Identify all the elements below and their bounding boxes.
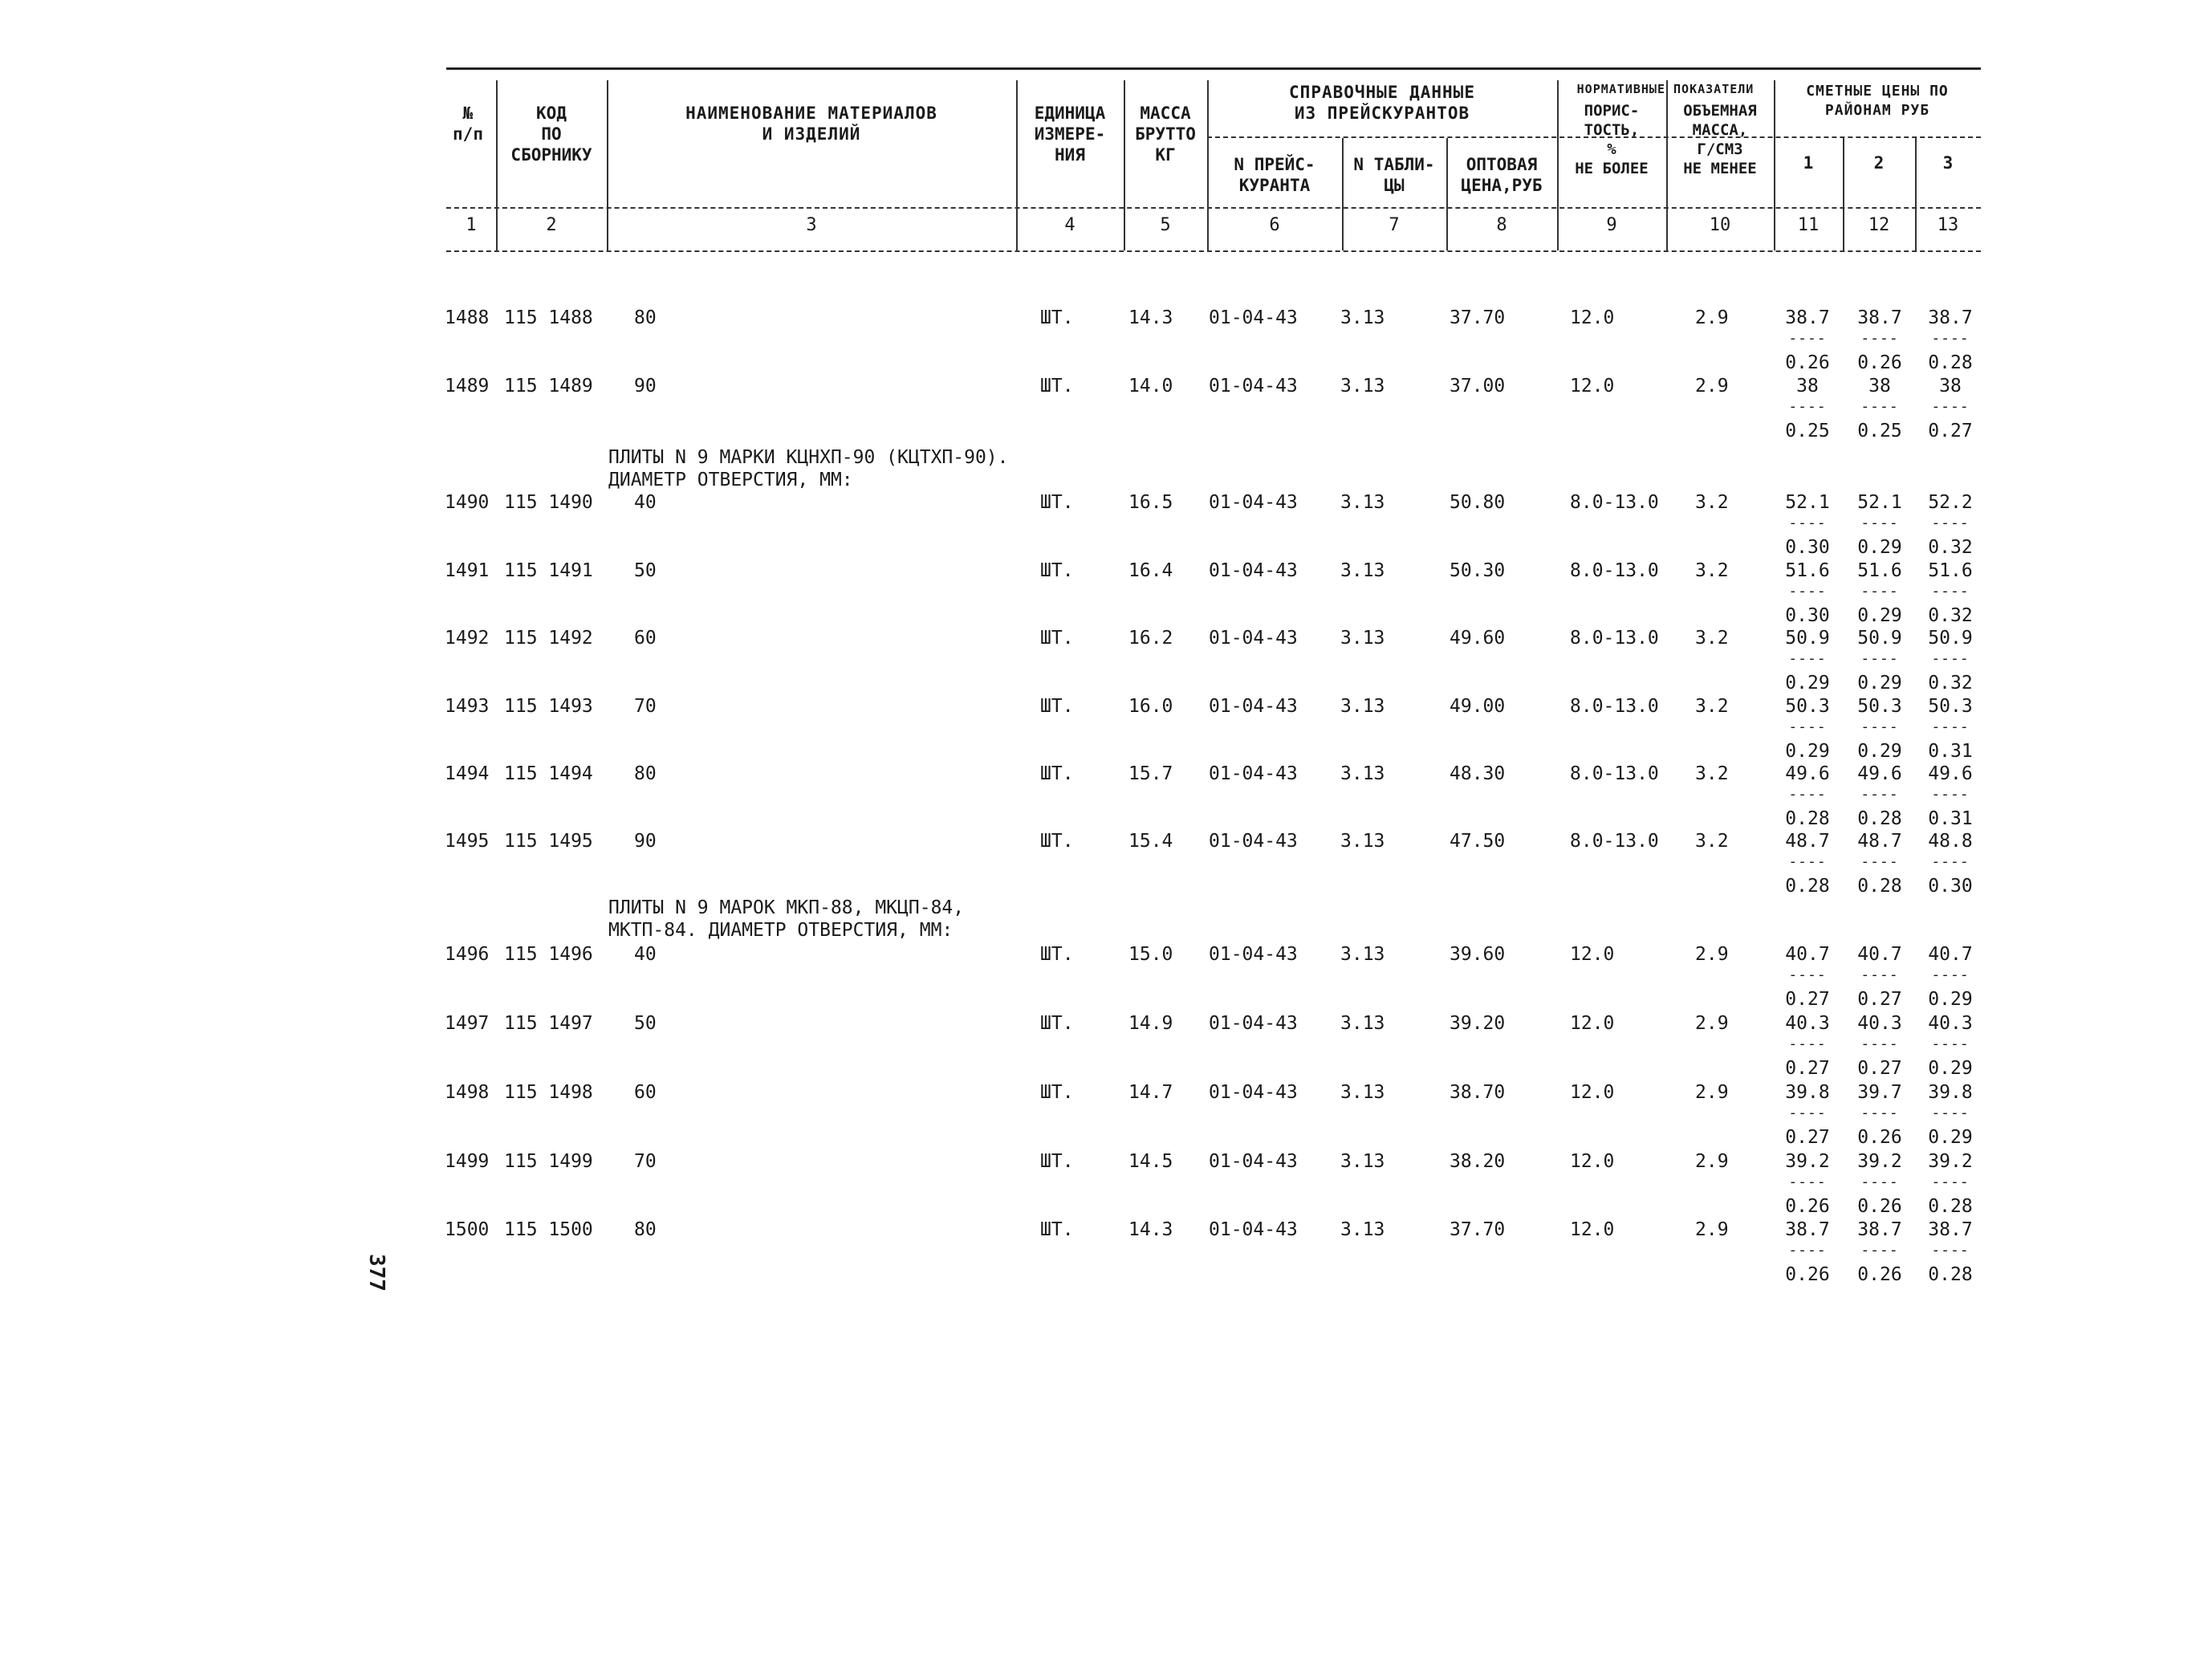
fraction-line: ----: [1931, 1035, 1970, 1052]
cell-estimate-region-1: 40.7: [1785, 944, 1830, 965]
cell-estimate-region-3: 38.7: [1928, 307, 1973, 328]
cell-pricelist: 01-04-43: [1209, 831, 1298, 852]
fraction-line: ----: [1860, 966, 1899, 983]
header-col-unit: ЕДИНИЦА ИЗМЕРЕ- НИЯ: [1034, 104, 1106, 165]
cell-unit: ШТ.: [1040, 1082, 1074, 1103]
cell-pricelist: 01-04-43: [1209, 492, 1298, 513]
fraction-line: ----: [1931, 583, 1970, 600]
cell-estimate-region-3-transport: 0.28: [1928, 1196, 1973, 1217]
fraction-line: ----: [1931, 1242, 1970, 1259]
cell-estimate-region-3: 40.7: [1928, 944, 1973, 965]
cell-estimate-region-1-transport: 0.27: [1785, 1058, 1830, 1079]
cell-porosity: 12.0: [1570, 1013, 1615, 1034]
cell-estimate-region-3-transport: 0.27: [1928, 421, 1973, 441]
cell-estimate-region-2-transport: 0.26: [1857, 1196, 1902, 1217]
cell-unit: ШТ.: [1040, 831, 1074, 852]
cell-estimate-region-2: 38.7: [1857, 307, 1902, 328]
cell-porosity: 8.0-13.0: [1570, 763, 1659, 784]
cell-mass: 14.5: [1128, 1151, 1173, 1172]
cell-pricelist: 01-04-43: [1209, 628, 1298, 649]
cell-estimate-region-1: 38.7: [1785, 307, 1830, 328]
header-col-table: N ТАБЛИ- ЦЫ: [1353, 155, 1435, 195]
cell-mass: 14.3: [1128, 1219, 1173, 1240]
cell-estimate-region-2-transport: 0.29: [1857, 605, 1902, 626]
cell-estimate-region-3-transport: 0.29: [1928, 1058, 1973, 1079]
cell-estimate-region-2: 49.6: [1857, 763, 1902, 784]
column-number: 8: [1496, 215, 1507, 235]
cell-name: 90: [634, 831, 657, 852]
cell-name: 40: [634, 944, 657, 965]
cell-estimate-region-2-transport: 0.29: [1857, 741, 1902, 762]
header-col-wholesale-price: ОПТОВАЯ ЦЕНА,РУБ: [1461, 155, 1543, 195]
cell-porosity: 8.0-13.0: [1570, 831, 1659, 852]
cell-estimate-region-1: 39.2: [1785, 1151, 1830, 1172]
cell-density: 2.9: [1695, 944, 1729, 965]
section-heading: ПЛИТЫ N 9 МАРОК МКП-88, МКЦП-84, МКТП-84. ДИАМЕТР ОТВЕРСТИЯ, ММ:: [608, 897, 965, 941]
cell-estimate-region-1-transport: 0.26: [1785, 1264, 1830, 1285]
cell-number: 1498: [445, 1082, 490, 1103]
cell-mass: 15.7: [1128, 763, 1173, 784]
cell-unit: ШТ.: [1040, 376, 1074, 397]
cell-mass: 14.3: [1128, 307, 1173, 328]
cell-name: 50: [634, 560, 657, 581]
cell-estimate-region-1-transport: 0.27: [1785, 1127, 1830, 1148]
cell-price: 48.30: [1450, 763, 1506, 784]
cell-price: 37.00: [1450, 376, 1506, 397]
cell-estimate-region-3-transport: 0.31: [1928, 741, 1973, 762]
cell-estimate-region-1: 38.7: [1785, 1219, 1830, 1240]
column-number: 4: [1064, 215, 1076, 235]
cell-estimate-region-2: 50.3: [1857, 696, 1902, 717]
cell-estimate-region-2-transport: 0.27: [1857, 989, 1902, 1010]
cell-pricelist: 01-04-43: [1209, 376, 1298, 397]
cell-unit: ШТ.: [1040, 1151, 1074, 1172]
cell-unit: ШТ.: [1040, 763, 1074, 784]
cell-porosity: 12.0: [1570, 944, 1615, 965]
fraction-line: ----: [1860, 718, 1899, 735]
header-group-price: СПРАВОЧНЫЕ ДАННЫЕ ИЗ ПРЕЙСКУРАНТОВ: [1289, 83, 1475, 123]
cell-estimate-region-1-transport: 0.28: [1785, 808, 1830, 829]
cell-name: 60: [634, 628, 657, 649]
column-number: 1: [466, 215, 477, 235]
fraction-line: ----: [1860, 1105, 1899, 1121]
cell-code: 115 1496: [504, 944, 593, 965]
cell-porosity: 12.0: [1570, 1219, 1615, 1240]
cell-table: 3.13: [1340, 628, 1385, 649]
cell-unit: ШТ.: [1040, 944, 1074, 965]
cell-density: 2.9: [1695, 376, 1729, 397]
cell-code: 115 1497: [504, 1013, 593, 1034]
cell-price: 49.00: [1450, 696, 1506, 717]
cell-mass: 14.7: [1128, 1082, 1173, 1103]
cell-estimate-region-2: 38: [1868, 376, 1891, 397]
cell-estimate-region-3: 39.2: [1928, 1151, 1973, 1172]
cell-mass: 15.0: [1128, 944, 1173, 965]
cell-density: 2.9: [1695, 1219, 1729, 1240]
cell-price: 38.70: [1450, 1082, 1506, 1103]
fraction-line: ----: [1931, 1105, 1970, 1121]
fraction-line: ----: [1788, 1242, 1827, 1259]
fraction-line: ----: [1788, 853, 1827, 870]
column-number: 5: [1160, 215, 1171, 235]
cell-porosity: 8.0-13.0: [1570, 628, 1659, 649]
cell-estimate-region-3-transport: 0.28: [1928, 1264, 1973, 1285]
cell-estimate-region-1-transport: 0.29: [1785, 741, 1830, 762]
cell-estimate-region-1-transport: 0.30: [1785, 605, 1830, 626]
fraction-line: ----: [1788, 1035, 1827, 1052]
fraction-line: ----: [1931, 966, 1970, 983]
fraction-line: ----: [1860, 515, 1899, 531]
cell-unit: ШТ.: [1040, 1219, 1074, 1240]
fraction-line: ----: [1788, 786, 1827, 803]
cell-porosity: 8.0-13.0: [1570, 492, 1659, 513]
cell-unit: ШТ.: [1040, 628, 1074, 649]
header-col-density: ОБЪЕМНАЯ МАССА, Г/СМ3 НЕ МЕНЕЕ: [1683, 102, 1757, 177]
fraction-line: ----: [1931, 330, 1970, 347]
cell-code: 115 1491: [504, 560, 593, 581]
cell-estimate-region-2-transport: 0.26: [1857, 1127, 1902, 1148]
cell-pricelist: 01-04-43: [1209, 944, 1298, 965]
cell-price: 49.60: [1450, 628, 1506, 649]
cell-estimate-region-1-transport: 0.26: [1785, 1196, 1830, 1217]
cell-density: 3.2: [1695, 560, 1729, 581]
cell-density: 2.9: [1695, 1013, 1729, 1034]
cell-density: 3.2: [1695, 492, 1729, 513]
cell-estimate-region-1: 39.8: [1785, 1082, 1830, 1103]
cell-pricelist: 01-04-43: [1209, 560, 1298, 581]
cell-density: 3.2: [1695, 628, 1729, 649]
header-top-rule: [446, 67, 1981, 70]
column-number: 13: [1937, 215, 1959, 235]
cell-porosity: 12.0: [1570, 307, 1615, 328]
cell-estimate-region-3-transport: 0.28: [1928, 352, 1973, 373]
cell-estimate-region-1: 51.6: [1785, 560, 1830, 581]
fraction-line: ----: [1788, 398, 1827, 415]
cell-code: 115 1490: [504, 492, 593, 513]
cell-estimate-region-3: 49.6: [1928, 763, 1973, 784]
header-divider: [446, 207, 1981, 209]
cell-table: 3.13: [1340, 307, 1385, 328]
header-col-number: № п/п: [453, 104, 483, 144]
cell-name: 60: [634, 1082, 657, 1103]
fraction-line: ----: [1788, 650, 1827, 667]
cell-density: 2.9: [1695, 307, 1729, 328]
cell-pricelist: 01-04-43: [1209, 307, 1298, 328]
cell-estimate-region-3-transport: 0.31: [1928, 808, 1973, 829]
cell-pricelist: 01-04-43: [1209, 696, 1298, 717]
cell-density: 3.2: [1695, 831, 1729, 852]
cell-mass: 16.4: [1128, 560, 1173, 581]
cell-name: 40: [634, 492, 657, 513]
cell-estimate-region-2: 39.7: [1857, 1082, 1902, 1103]
cell-number: 1489: [445, 376, 490, 397]
cell-estimate-region-2-transport: 0.26: [1857, 352, 1902, 373]
cell-estimate-region-3: 51.6: [1928, 560, 1973, 581]
cell-table: 3.13: [1340, 763, 1385, 784]
fraction-line: ----: [1931, 398, 1970, 415]
fraction-line: ----: [1860, 1035, 1899, 1052]
cell-estimate-region-3-transport: 0.29: [1928, 1127, 1973, 1148]
cell-name: 80: [634, 763, 657, 784]
cell-pricelist: 01-04-43: [1209, 763, 1298, 784]
fraction-line: ----: [1788, 718, 1827, 735]
cell-name: 80: [634, 307, 657, 328]
cell-unit: ШТ.: [1040, 307, 1074, 328]
header-col-pricelist: N ПРЕЙС- КУРАНТА: [1234, 155, 1315, 195]
column-number: 12: [1868, 215, 1890, 235]
cell-estimate-region-2: 40.7: [1857, 944, 1902, 965]
cell-estimate-region-2: 39.2: [1857, 1151, 1902, 1172]
cell-code: 115 1498: [504, 1082, 593, 1103]
cell-estimate-region-2: 48.7: [1857, 831, 1902, 852]
header-col-region-2: 2: [1873, 153, 1885, 173]
cell-estimate-region-2-transport: 0.25: [1857, 421, 1902, 441]
cell-number: 1494: [445, 763, 490, 784]
cell-number: 1493: [445, 696, 490, 717]
cell-number: 1495: [445, 831, 490, 852]
cell-estimate-region-2-transport: 0.29: [1857, 537, 1902, 558]
cell-porosity: 12.0: [1570, 1151, 1615, 1172]
cell-table: 3.13: [1340, 696, 1385, 717]
cell-estimate-region-3-transport: 0.32: [1928, 673, 1973, 694]
cell-estimate-region-3: 40.3: [1928, 1013, 1973, 1034]
fraction-line: ----: [1931, 515, 1970, 531]
cell-code: 115 1499: [504, 1151, 593, 1172]
cell-estimate-region-3: 50.3: [1928, 696, 1973, 717]
fraction-line: ----: [1931, 853, 1970, 870]
fraction-line: ----: [1931, 786, 1970, 803]
cell-porosity: 12.0: [1570, 376, 1615, 397]
cell-porosity: 8.0-13.0: [1570, 560, 1659, 581]
cell-estimate-region-1: 40.3: [1785, 1013, 1830, 1034]
cell-code: 115 1488: [504, 307, 593, 328]
column-number: 11: [1797, 215, 1820, 235]
fraction-line: ----: [1788, 966, 1827, 983]
cell-mass: 16.0: [1128, 696, 1173, 717]
cell-estimate-region-2: 51.6: [1857, 560, 1902, 581]
cell-estimate-region-3: 52.2: [1928, 492, 1973, 513]
fraction-line: ----: [1860, 786, 1899, 803]
page-number: 377: [364, 1254, 388, 1292]
cell-mass: 16.5: [1128, 492, 1173, 513]
cell-number: 1491: [445, 560, 490, 581]
cell-price: 37.70: [1450, 307, 1506, 328]
cell-estimate-region-2-transport: 0.26: [1857, 1264, 1902, 1285]
cell-mass: 14.0: [1128, 376, 1173, 397]
column-number: 7: [1389, 215, 1400, 235]
cell-estimate-region-1-transport: 0.29: [1785, 673, 1830, 694]
cell-estimate-region-1: 38: [1796, 376, 1819, 397]
cell-price: 39.60: [1450, 944, 1506, 965]
cell-estimate-region-3-transport: 0.30: [1928, 876, 1973, 897]
fraction-line: ----: [1931, 718, 1970, 735]
cell-code: 115 1489: [504, 376, 593, 397]
section-heading: ПЛИТЫ N 9 МАРКИ КЦНХП-90 (КЦТХП-90). ДИАМЕТР ОТВЕРСТИЯ, ММ:: [608, 447, 1009, 490]
cell-estimate-region-2-transport: 0.28: [1857, 808, 1902, 829]
column-number: 10: [1709, 215, 1731, 235]
cell-number: 1490: [445, 492, 490, 513]
header-group-norm: НОРМАТИВНЫЕ ПОКАЗАТЕЛИ: [1576, 82, 1755, 96]
cell-estimate-region-1-transport: 0.26: [1785, 352, 1830, 373]
cell-table: 3.13: [1340, 944, 1385, 965]
column-number: 9: [1606, 215, 1617, 235]
cell-porosity: 8.0-13.0: [1570, 696, 1659, 717]
cell-price: 38.20: [1450, 1151, 1506, 1172]
cell-table: 3.13: [1340, 1082, 1385, 1103]
cell-estimate-region-2: 38.7: [1857, 1219, 1902, 1240]
fraction-line: ----: [1931, 1174, 1970, 1190]
cell-code: 115 1500: [504, 1219, 593, 1240]
cell-number: 1497: [445, 1013, 490, 1034]
cell-price: 39.20: [1450, 1013, 1506, 1034]
fraction-line: ----: [1860, 1242, 1899, 1259]
cell-pricelist: 01-04-43: [1209, 1219, 1298, 1240]
cell-estimate-region-1: 50.9: [1785, 628, 1830, 649]
cell-pricelist: 01-04-43: [1209, 1151, 1298, 1172]
cell-estimate-region-2: 52.1: [1857, 492, 1902, 513]
cell-density: 2.9: [1695, 1082, 1729, 1103]
cell-estimate-region-2-transport: 0.27: [1857, 1058, 1902, 1079]
fraction-line: ----: [1860, 1174, 1899, 1190]
cell-code: 115 1493: [504, 696, 593, 717]
cell-estimate-region-1: 50.3: [1785, 696, 1830, 717]
cell-unit: ШТ.: [1040, 560, 1074, 581]
header-col-name: НАИМЕНОВАНИЕ МАТЕРИАЛОВ И ИЗДЕЛИЙ: [685, 104, 937, 144]
cell-number: 1496: [445, 944, 490, 965]
fraction-line: ----: [1788, 330, 1827, 347]
cell-number: 1488: [445, 307, 490, 328]
fraction-line: ----: [1788, 1174, 1827, 1190]
cell-estimate-region-3: 38.7: [1928, 1219, 1973, 1240]
fraction-line: ----: [1860, 330, 1899, 347]
cell-estimate-region-2: 40.3: [1857, 1013, 1902, 1034]
cell-mass: 16.2: [1128, 628, 1173, 649]
cell-estimate-region-1: 49.6: [1785, 763, 1830, 784]
cell-estimate-region-1-transport: 0.28: [1785, 876, 1830, 897]
cell-estimate-region-3-transport: 0.29: [1928, 989, 1973, 1010]
cell-estimate-region-2-transport: 0.29: [1857, 673, 1902, 694]
cell-table: 3.13: [1340, 1151, 1385, 1172]
cell-pricelist: 01-04-43: [1209, 1082, 1298, 1103]
header-col-code: КОД ПО СБОРНИКУ: [510, 104, 592, 165]
fraction-line: ----: [1788, 1105, 1827, 1121]
cell-table: 3.13: [1340, 1013, 1385, 1034]
header-col-porosity: ПОРИС- ТОСТЬ, % НЕ БОЛЕЕ: [1575, 102, 1649, 177]
cell-name: 50: [634, 1013, 657, 1034]
cell-number: 1500: [445, 1219, 490, 1240]
header-group-estimate: СМЕТНЫЕ ЦЕНЫ ПО РАЙОНАМ РУБ: [1806, 83, 1949, 119]
cell-price: 50.30: [1450, 560, 1506, 581]
column-number: 3: [806, 215, 817, 235]
cell-estimate-region-1: 48.7: [1785, 831, 1830, 852]
cell-price: 47.50: [1450, 831, 1506, 852]
cell-table: 3.13: [1340, 1219, 1385, 1240]
fraction-line: ----: [1788, 583, 1827, 600]
fraction-line: ----: [1788, 515, 1827, 531]
cell-mass: 14.9: [1128, 1013, 1173, 1034]
cell-table: 3.13: [1340, 831, 1385, 852]
cell-name: 70: [634, 1151, 657, 1172]
cell-estimate-region-1-transport: 0.25: [1785, 421, 1830, 441]
cell-estimate-region-3: 50.9: [1928, 628, 1973, 649]
cell-code: 115 1495: [504, 831, 593, 852]
cell-name: 70: [634, 696, 657, 717]
cell-table: 3.13: [1340, 560, 1385, 581]
cell-name: 90: [634, 376, 657, 397]
fraction-line: ----: [1860, 583, 1899, 600]
cell-price: 50.80: [1450, 492, 1506, 513]
cell-density: 3.2: [1695, 696, 1729, 717]
cell-estimate-region-2: 50.9: [1857, 628, 1902, 649]
cell-table: 3.13: [1340, 376, 1385, 397]
cell-estimate-region-1-transport: 0.27: [1785, 989, 1830, 1010]
cell-estimate-region-2-transport: 0.28: [1857, 876, 1902, 897]
cell-density: 2.9: [1695, 1151, 1729, 1172]
header-col-region-3: 3: [1942, 153, 1954, 173]
fraction-line: ----: [1860, 650, 1899, 667]
cell-porosity: 12.0: [1570, 1082, 1615, 1103]
cell-code: 115 1494: [504, 763, 593, 784]
header-bottom-rule: [446, 250, 1981, 252]
cell-number: 1492: [445, 628, 490, 649]
cell-estimate-region-3: 48.8: [1928, 831, 1973, 852]
cell-unit: ШТ.: [1040, 696, 1074, 717]
cell-mass: 15.4: [1128, 831, 1173, 852]
cell-name: 80: [634, 1219, 657, 1240]
cell-number: 1499: [445, 1151, 490, 1172]
cell-pricelist: 01-04-43: [1209, 1013, 1298, 1034]
cell-estimate-region-1: 52.1: [1785, 492, 1830, 513]
cell-price: 37.70: [1450, 1219, 1506, 1240]
cell-estimate-region-3: 38: [1939, 376, 1962, 397]
column-number: 6: [1269, 215, 1280, 235]
cell-estimate-region-3-transport: 0.32: [1928, 537, 1973, 558]
header-col-mass: МАССА БРУТТО КГ: [1135, 104, 1196, 165]
cell-table: 3.13: [1340, 492, 1385, 513]
cell-estimate-region-1-transport: 0.30: [1785, 537, 1830, 558]
cell-estimate-region-3: 39.8: [1928, 1082, 1973, 1103]
cell-unit: ШТ.: [1040, 492, 1074, 513]
cell-estimate-region-3-transport: 0.32: [1928, 605, 1973, 626]
header-col-region-1: 1: [1803, 153, 1814, 173]
column-number: 2: [546, 215, 557, 235]
fraction-line: ----: [1860, 853, 1899, 870]
fraction-line: ----: [1860, 398, 1899, 415]
cell-unit: ШТ.: [1040, 1013, 1074, 1034]
fraction-line: ----: [1931, 650, 1970, 667]
cell-code: 115 1492: [504, 628, 593, 649]
cell-density: 3.2: [1695, 763, 1729, 784]
